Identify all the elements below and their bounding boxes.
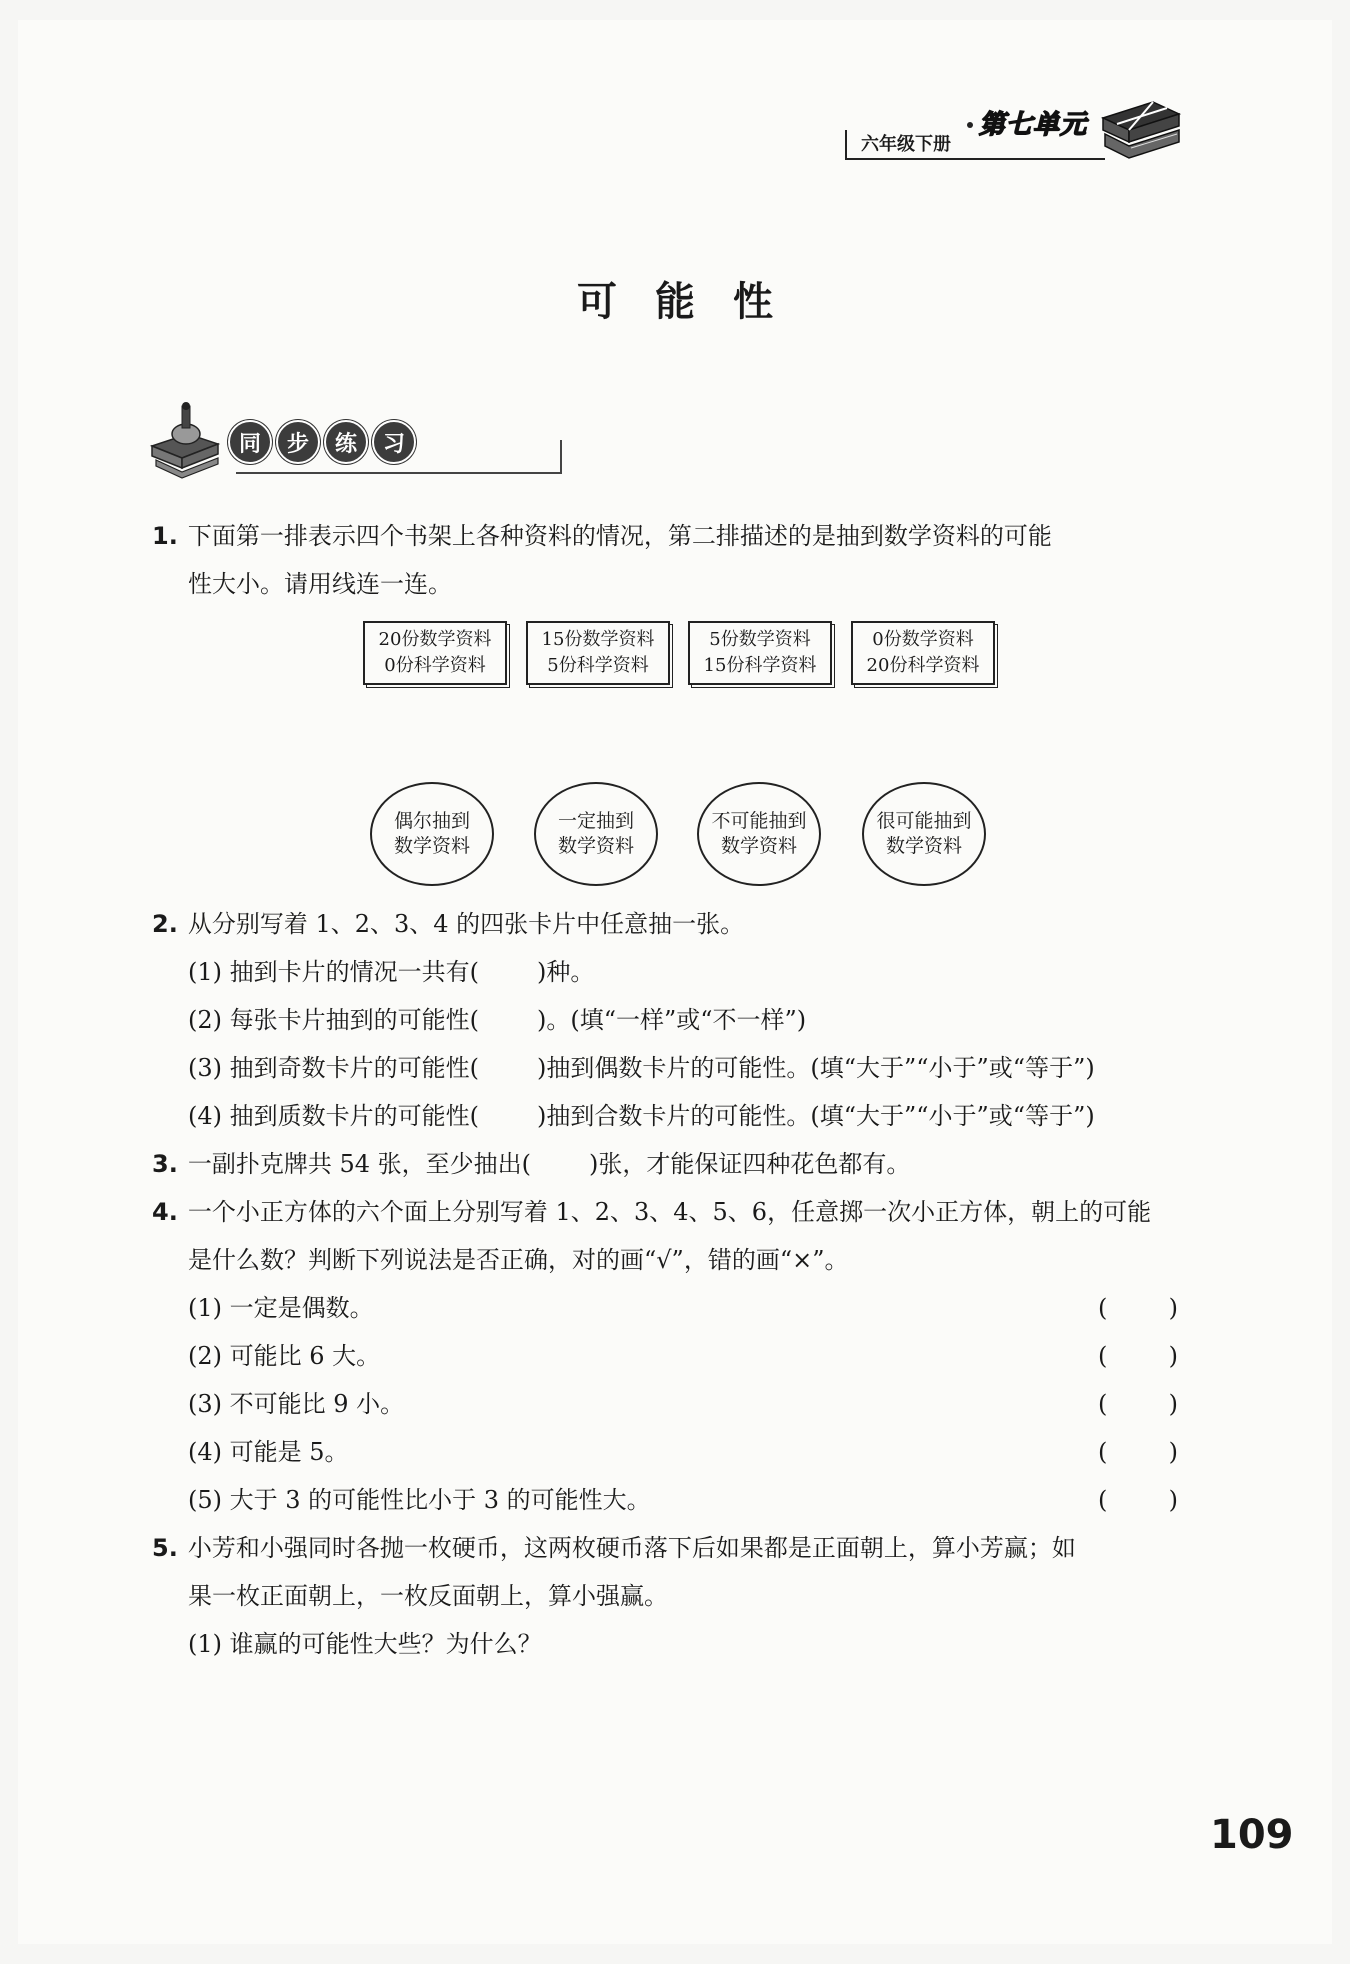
q4-sub-1: (1) 一定是偶数。 [188, 1294, 374, 1322]
question-number: 4. [152, 1198, 178, 1226]
page-number: 109 [1210, 1812, 1294, 1858]
question-text: 下面第一排表示四个书架上各种资料的情况，第二排描述的是抽到数学资料的可能 [187, 522, 1052, 550]
question-number: 5. [152, 1534, 178, 1562]
q2-sub-3 [188, 1044, 1095, 1092]
oval-line: 数学资料 [720, 835, 797, 857]
probability-oval [534, 782, 658, 886]
sub-text: )种。 [537, 958, 595, 986]
question-3 [152, 1140, 1182, 1188]
answer-paren[interactable]: ( ) [1098, 1486, 1178, 1514]
unit-title: 第七单元 [979, 110, 1088, 140]
question-1 [152, 512, 1182, 608]
shelf-line: 15份数学资料 [541, 629, 655, 650]
badge-underline [236, 472, 562, 474]
question-text-cont: 果一枚正面朝上，一枚反面朝上，算小强赢。 [188, 1582, 668, 1610]
sub-text: )抽到合数卡片的可能性。(填“大于”“小于”或“等于”) [537, 1102, 1095, 1130]
oval-line: 数学资料 [393, 835, 470, 857]
answer-paren[interactable]: ( ) [1098, 1294, 1178, 1322]
badge-char: 习 [372, 420, 416, 464]
unit-rule [975, 158, 1105, 160]
question-text-cont: 性大小。请用线连一连。 [188, 570, 452, 598]
grade-label: 六年级下册 [845, 130, 975, 160]
shelf-line: 5份科学资料 [547, 655, 649, 676]
shelf-box [526, 621, 670, 685]
sub-text: )。(填“一样”或“不一样”) [537, 1006, 807, 1034]
sub-text: (2) 每张卡片抽到的可能性( [188, 1006, 479, 1034]
oval-line: 数学资料 [557, 835, 634, 857]
shelf-line: 20份数学资料 [378, 629, 492, 650]
badge-char: 步 [276, 420, 320, 464]
sub-text: (1) 抽到卡片的情况一共有( [188, 958, 479, 986]
shelf-box [851, 621, 995, 685]
badge-char: 练 [324, 420, 368, 464]
q2-sub-4 [188, 1092, 1095, 1140]
badge-underline-end [560, 440, 562, 474]
shelf-box [688, 621, 832, 685]
question-text: )张，才能保证四种花色都有。 [589, 1150, 911, 1178]
q5-sub-1: (1) 谁赢的可能性大些？为什么？ [188, 1630, 542, 1658]
probability-oval [370, 782, 494, 886]
shelf-line: 0份数学资料 [872, 629, 974, 650]
question-text: 一个小正方体的六个面上分别写着 1、2、3、4、5、6，任意掷一次小正方体，朝上的可能 [187, 1198, 1152, 1226]
q4-sub-2: (2) 可能比 6 大。 [188, 1342, 381, 1370]
sub-text: (4) 抽到质数卡片的可能性( [188, 1102, 479, 1130]
question-2 [152, 900, 1182, 948]
shelf-line: 5份数学资料 [709, 629, 811, 650]
q4-sub-3: (3) 不可能比 9 小。 [188, 1390, 405, 1418]
sub-text: (3) 抽到奇数卡片的可能性( [188, 1054, 479, 1082]
section-badge [148, 400, 418, 480]
q2-sub-2 [188, 996, 806, 1044]
badge-circles [228, 420, 416, 464]
books-lamp-icon [148, 400, 228, 480]
question-4 [152, 1188, 1182, 1284]
question-text: 一副扑克牌共 54 张，至少抽出( [187, 1150, 531, 1178]
answer-paren[interactable]: ( ) [1098, 1390, 1178, 1418]
question-text: 小芳和小强同时各抛一枚硬币，这两枚硬币落下后如果都是正面朝上，算小芳赢；如 [187, 1534, 1076, 1562]
shelf-line: 15份科学资料 [703, 655, 817, 676]
question-text-cont: 是什么数？判断下列说法是否正确，对的画“√”，错的画“×”。 [188, 1246, 849, 1274]
question-text: 从分别写着 1、2、3、4 的四张卡片中任意抽一张。 [187, 910, 745, 938]
question-number: 2. [152, 910, 178, 938]
answer-paren[interactable]: ( ) [1098, 1342, 1178, 1370]
question-number: 1. [152, 522, 178, 550]
books-icon [1093, 96, 1183, 166]
q4-sub-5: (5) 大于 3 的可能性比小于 3 的可能性大。 [188, 1486, 651, 1514]
shelf-box [363, 621, 507, 685]
shelf-line: 0份科学资料 [384, 655, 486, 676]
probability-oval [862, 782, 986, 886]
unit-dot [967, 122, 973, 128]
answer-paren[interactable]: ( ) [1098, 1438, 1178, 1466]
shelf-line: 20份科学资料 [866, 655, 980, 676]
oval-line: 一定抽到 [557, 810, 634, 832]
sub-text: )抽到偶数卡片的可能性。(填“大于”“小于”或“等于”) [537, 1054, 1095, 1082]
probability-oval [697, 782, 821, 886]
oval-line: 很可能抽到 [876, 810, 972, 832]
oval-line: 数学资料 [885, 835, 962, 857]
q2-sub-1 [188, 948, 594, 996]
page-title: 可能性 [577, 279, 811, 325]
oval-line: 偶尔抽到 [393, 810, 470, 832]
unit-header [845, 96, 1180, 176]
question-number: 3. [152, 1150, 178, 1178]
oval-line: 不可能抽到 [711, 810, 807, 832]
badge-char: 同 [228, 420, 272, 464]
question-5 [152, 1524, 1182, 1620]
q4-sub-4: (4) 可能是 5。 [188, 1438, 349, 1466]
